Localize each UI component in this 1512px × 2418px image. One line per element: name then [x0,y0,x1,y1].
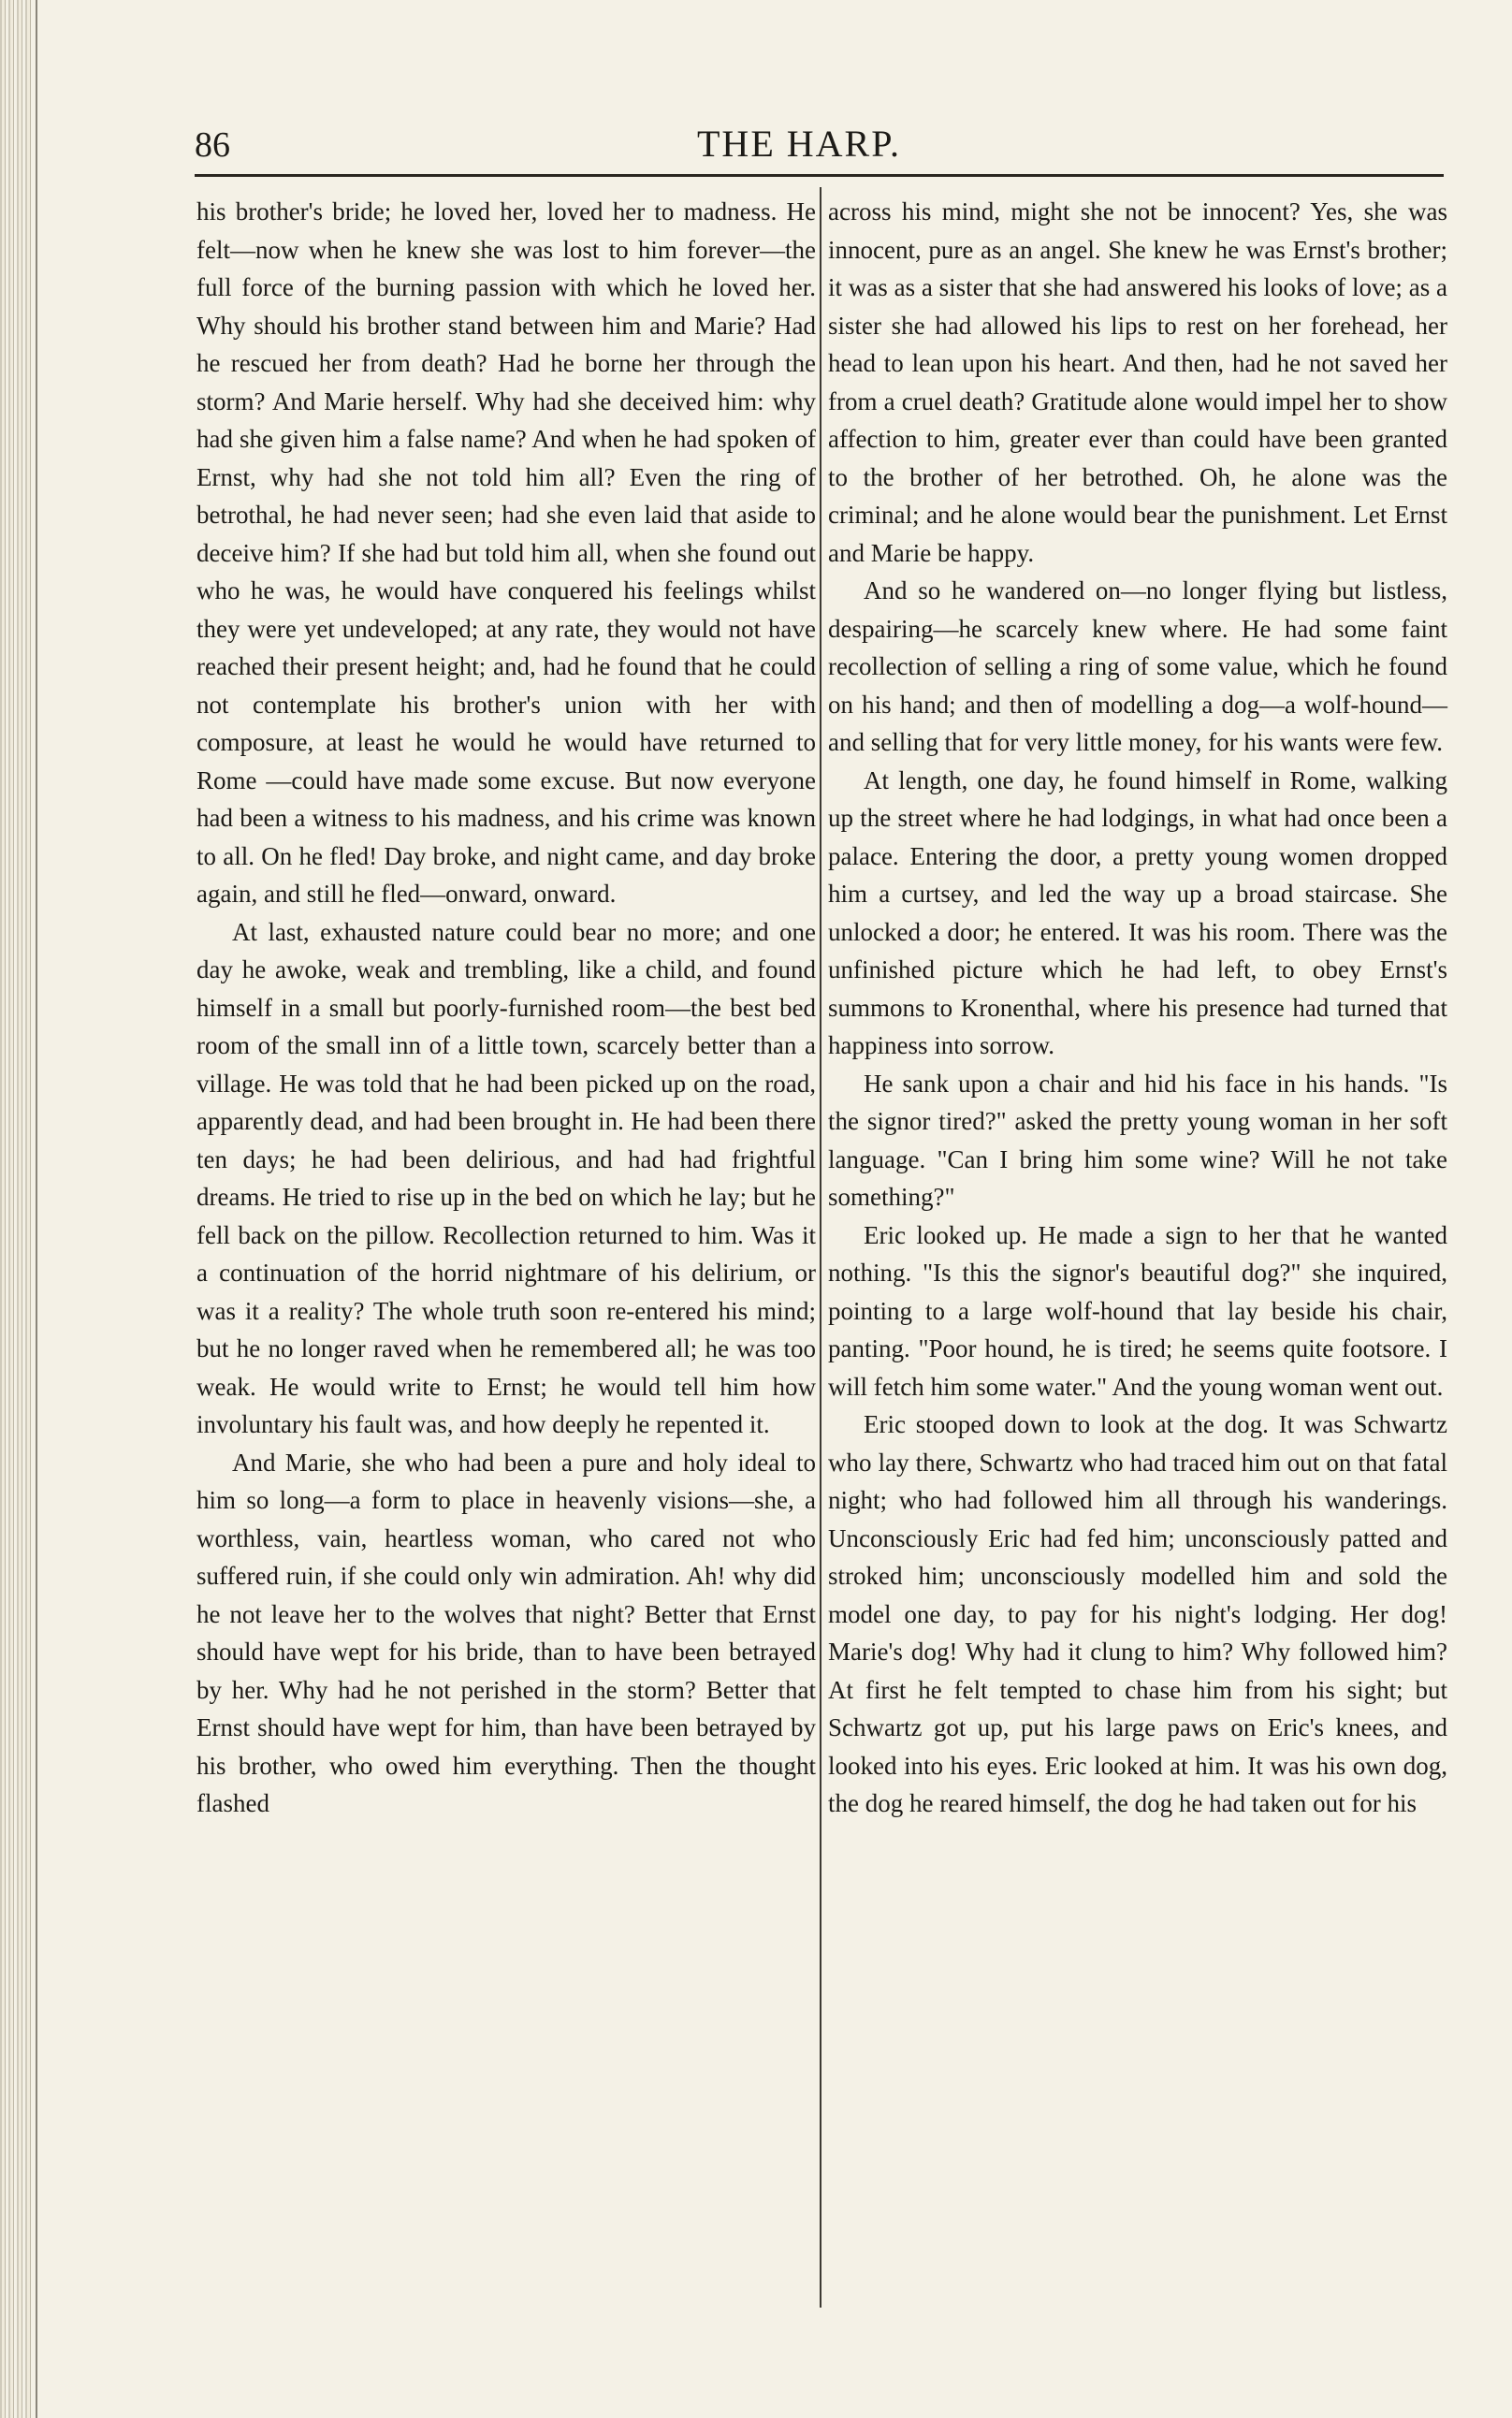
running-head-title: THE HARP. [697,123,902,165]
paragraph: his brother's bride; he loved her, loved her to madness. He felt—now when he knew she was lost to him forever—the full force of the burning passion with which he loved her. Why should his brother stand between him and Marie? Had he rescued her from death? Had he borne her through the storm? And Marie herself. Why had she deceived him: why had she given him a false name? And when he had spoken of Ernst, why had she not told him all? Even the ring of betrothal, he had never seen; had she even laid that aside to deceive him? If she had but told him all, when she found out who he was, he would have conquered his feelings whilst they were yet undeveloped; at any rate, they would not have reached their present height; and, had he found that he could not contemplate his brother's union with her with composure, at least he would he would have returned to Rome —could have made some excuse. But now everyone had been a witness to his madness, and his crime was known to all. On he fled! Day broke, and night came, and day broke again, and still he fled—onward, onward. [196,197,816,908]
page-number: 86 [195,125,230,165]
paragraph: And so he wandered on—no longer flying but listless, despairing—he scarcely knew where. He had some faint recollection of selling a ring of some value, which he found on his hand; and then of modelling a dog—a wolf-hound—and selling that for very little money, for his wants were few. [828,576,1447,756]
right-column [828,193,1447,1823]
paragraph: Eric stooped down to look at the dog. It was Schwartz who lay there, Schwartz who had traced him out on that fatal night; who had followed him all through his wanderings. Unconsciously Eric had fed him; unconsciously patted and stroked him; unconsciously modelled him and sold the model one day, to pay for his night's lodging. Her dog! Marie's dog! Why had it clung to him? Why followed him? At first he felt tempted to chase him from his sight; but Schwartz got up, put his large paws on Eric's knees, and looked into his eyes. Eric looked at him. It was his own dog, the dog he reared himself, the dog he had taken out for his [828,1410,1447,1817]
column-divider [820,187,821,2308]
book-binding-edge [0,0,34,2418]
paragraph: At last, exhausted nature could bear no more; and one day he awoke, weak and trembling, like a child, and found himself in a small but poorly-furnished room—the best bed room of the small inn of a little town, scarcely better than a village. He was told that he had been picked up on the road, apparently dead, and had been brought in. He had been there ten days; he had been delirious, and had had frightful dreams. He tried to rise up in the bed on which he lay; but he fell back on the pillow. Recollection returned to him. Was it a continuation of the horrid nightmare of his delirium, or was it a reality? The whole truth soon re-entered his mind; but he no longer raved when he remembered all; he was too weak. He would write to Ernst; he would tell him how involuntary his fault was, and how deeply he repented it. [196,917,816,1438]
paragraph: And Marie, she who had been a pure and holy ideal to him so long—a form to place in heavenly visions—she, a worthless, vain, heartless woman, who cared not who suffered ruin, if she could only win admiration. Ah! why did he not leave her to the wolves that night? Better that Ernst should have wept for his bride, than to have been betrayed by her. Why had he not perished in the storm? Better that Ernst should have wept for him, than have been betrayed by his brother, who owed him everything. Then the thought flashed [196,1448,816,1817]
paragraph: across his mind, might she not be innocent? Yes, she was innocent, pure as an angel. She knew he was Ernst's brother; it was as a sister that she had answered his looks of love; as a sister she had allowed his lips to rest on her forehead, her head to lean upon his heart. And then, had he not saved her from a cruel death? Gratitude alone would impel her to show affection to him, greater ever than could have been granted to the brother of her betrothed. Oh, he alone was the criminal; and he alone would bear the punishment. Let Ernst and Marie be happy. [828,197,1447,567]
paragraph: Eric looked up. He made a sign to her that he wanted nothing. "Is this the signor's beautiful dog?" she inquired, pointing to a large wolf-hound that lay beside his chair, panting. "Poor hound, he is tired; he seems quite footsore. I will fetch him some water." And the young woman went out. [828,1220,1447,1401]
paragraph: He sank upon a chair and hid his face in his hands. "Is the signor tired?" asked the pretty young woman in her soft language. "Can I bring him some wine? Will he not take something?" [828,1069,1447,1211]
header-rule [195,174,1444,177]
page-gutter-line [36,0,37,2418]
paragraph: At length, one day, he found himself in Rome, walking up the street where he had lodgings, in what had once been a palace. Entering the door, a pretty young women dropped him a curtsey, and led the way up a broad staircase. She unlocked a door; he entered. It was his room. There was the unfinished picture which he had left, to obey Ernst's summons to Kronenthal, where his presence had turned that happiness into sorrow. [828,765,1447,1059]
left-column [196,193,816,1823]
